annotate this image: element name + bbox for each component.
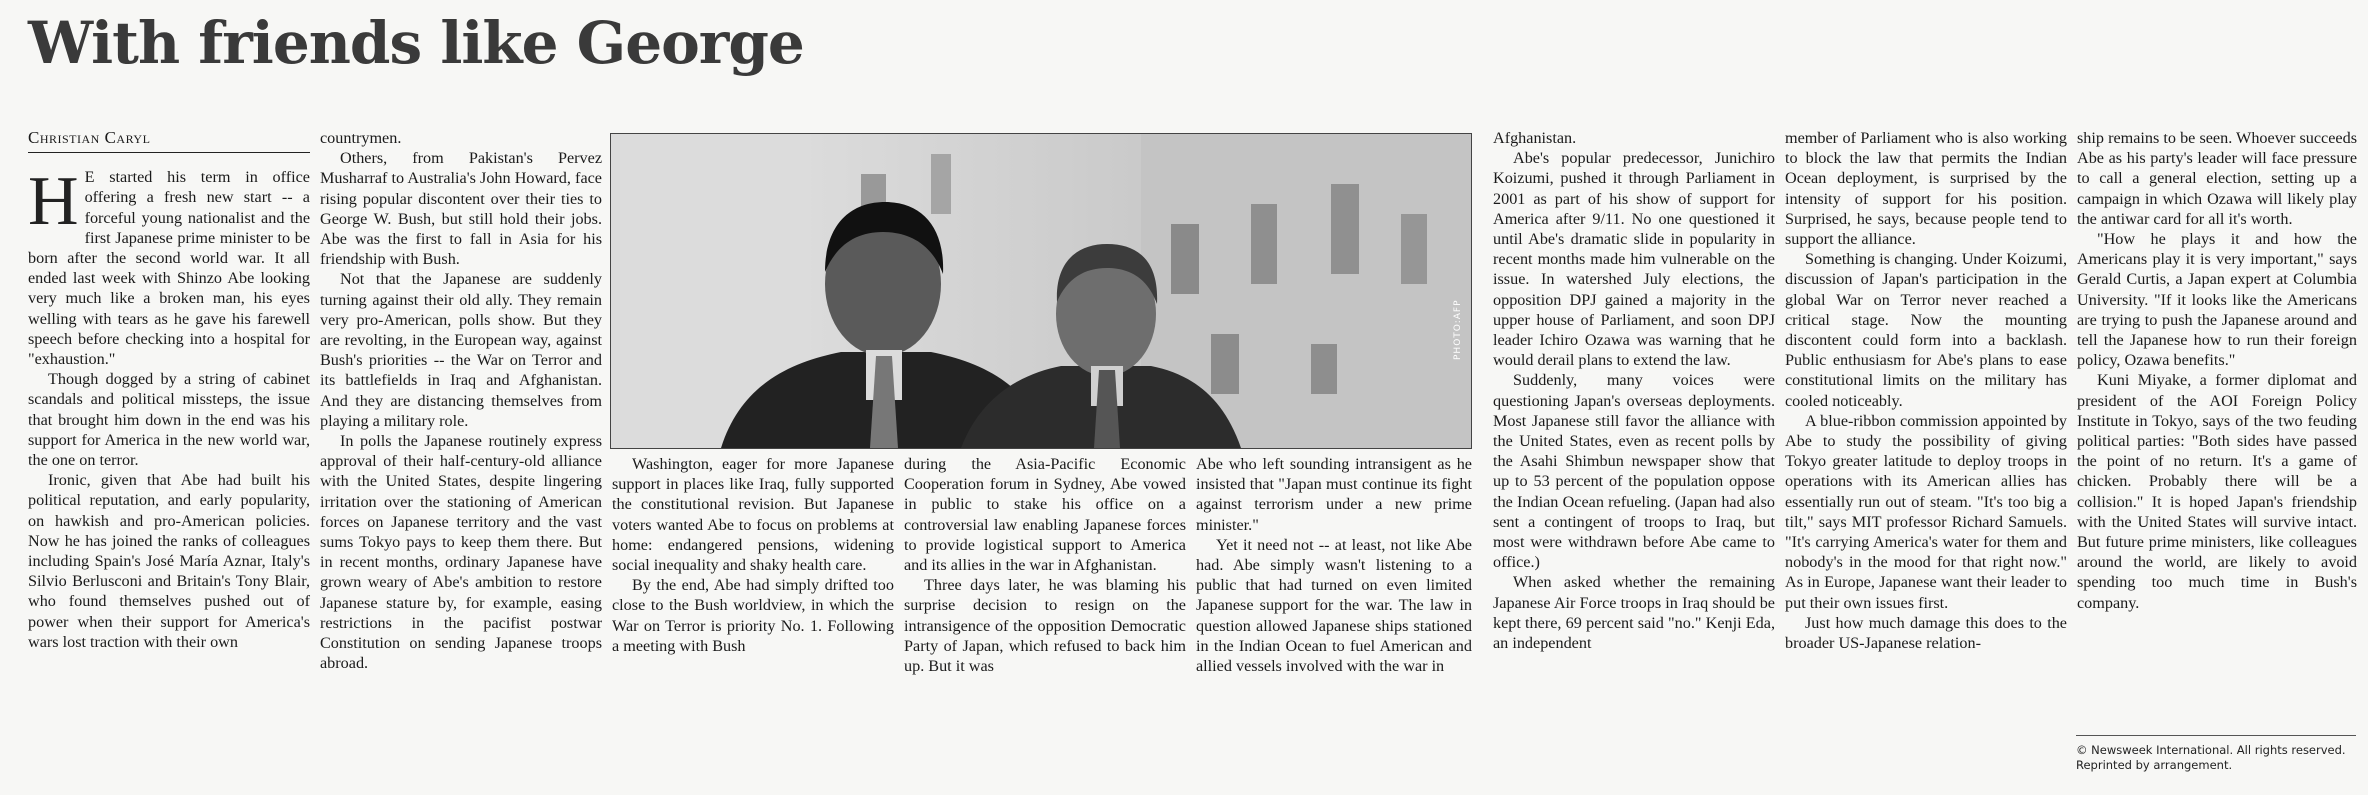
byline: Christian Caryl (28, 128, 310, 153)
column-7 (1785, 128, 2067, 653)
paragraph: Three days later, he was blaming his surprise decision to resign on the intransigence of the opposition Democratic Party of Japan, which refused to back him up. But it was (904, 576, 1186, 676)
column-5 (1196, 454, 1472, 676)
paragraph: countrymen. (320, 129, 402, 147)
column-2 (320, 128, 602, 673)
article-photo (610, 133, 1472, 449)
photo-illustration (611, 134, 1471, 448)
paragraph: Not that the Japanese are suddenly turning against their old ally. They remain very pro-American, polls show. But they are revolting, in the European way, against Bush's priorities -- the War on Terror and its battlefields in Iraq and Afghanistan. And they are distancing themselves from playing a military role. (320, 270, 602, 430)
paragraph: member of Parliament who is also working to block the law that permits the Indian Ocean deployment, is surprised by the intensity of support for his position. Surprised, he says, because people tend to support the alliance. (1785, 129, 2067, 249)
paragraph: Kuni Miyake, a former diplomat and president of the AOI Foreign Policy Institute in Tokyo, says of the two feuding political parties: "Both sides have passed the point of no return. It's a game of chicken. Probably there will be a collision." It is hoped Japan's friendship with the United States will survive intact. But future prime ministers, like colleagues around the world, are likely to avoid spending too much time in Bush's company. (2077, 371, 2357, 612)
paragraph: Something is changing. Under Koizumi, discussion of Japan's participation in the global War on Terror never reached a critical stage. Now the mounting discontent could form into a backlash. Public enthusiasm for Abe's plans to ease constitutional limits on the military has cooled noticeably. (1785, 250, 2067, 410)
column-8 (2077, 128, 2357, 613)
photo-credit: PHOTO:AFP (1453, 299, 1463, 360)
headline: With friends like George (28, 9, 804, 77)
paragraph: Others, from Pakistan's Pervez Musharraf to Australia's John Howard, face rising popular discontent over their ties to George W. Bush, but still hold their jobs. Abe was the first to fall in Asia for his friendship with Bush. (320, 149, 602, 269)
paragraph: Suddenly, many voices were questioning Japan's overseas deployments. Most Japanese still favor the alliance with the United States, even as recent polls by the Asahi Shimbun newspaper show that up to 53 percent of the population oppose the Indian Ocean refueling. (Japan had also sent a contingent of troops to Iraq, but most were withdrawn before Abe came to office.) (1493, 371, 1775, 572)
paragraph: ship remains to be seen. Whoever succeeds Abe as his party's leader will face pressure to call a general election, setting up a campaign in which Ozawa will likely play the antiwar card for all it's worth. (2077, 129, 2357, 228)
paragraph: Though dogged by a string of cabinet scandals and political missteps, the issue that brought him down in the end was his support for America in the new world war, the one on terror. (28, 370, 310, 470)
paragraph: during the Asia-Pacific Economic Cooperation forum in Sydney, Abe vowed in public to stake his office on a controversial law enabling Japanese forces to provide logistical support to America and its allies in the war in Afghanistan. (904, 455, 1186, 575)
column-1 (28, 128, 310, 652)
paragraph: A blue-ribbon commission appointed by Abe to study the possibility of giving Tokyo greater latitude to deploy troops in operations with its American allies has essentially run out of steam. "It's too big a tilt," says MIT professor Richard Samuels. "It's carrying America's water for them and nobody's in the mood for that right now." As in Europe, Japanese want their leader to put their own issues first. (1785, 411, 2067, 612)
paragraph: When asked whether the remaining Japanese Air Force troops in Iraq should be kept there, 69 percent said "no." Kenji Eda, an independent (1493, 573, 1775, 653)
paragraph (28, 163, 310, 369)
paragraph: Just how much damage this does to the broader US-Japanese relation- (1785, 613, 2067, 653)
paragraph: Ironic, given that Abe had built his political reputation, and early popularity, on hawkish and pro-American policies. Now he has joined the ranks of colleagues including Spain's José María Aznar, Italy's Silvio Berlusconi and Britain's Tony Blair, who found themselves pushed out of power when their support for America's wars lost traction with their own (28, 471, 310, 651)
paragraph: Abe's popular predecessor, Junichiro Koizumi, pushed it through Parliament in 2001 as part of his show of support for America after 9/11. No one questioned it until Abe's dramatic slide in popularity in recent months made him vulnerable on the issue. In watershed July elections, the opposition DPJ gained a majority in the upper house of Parliament, and soon DPJ leader Ichiro Ozawa was warning that he would derail plans to extend the law. (1493, 149, 1775, 370)
column-3 (612, 454, 894, 656)
paragraph-text: E started his term in office offering a fresh new start -- a forceful young nationalist and the first Japanese prime minister to be born after the second world war. It all ended last week with Shinzo Abe looking very much like a broken man, his eyes welling with tears as he gave his farewell speech before checking into a hospital for "exhaustion." (28, 168, 310, 369)
divider (2076, 735, 2356, 736)
paragraph: "How he plays it and how the Americans play it is very important," says Gerald Curtis, a Japan expert at Columbia University. "If it looks like the Americans are trying to push the Japanese around and tell the Japanese how to run their foreign policy, Ozawa benefits." (2077, 230, 2357, 370)
drop-cap: H (28, 163, 79, 241)
paragraph: Afghanistan. (1493, 129, 1577, 147)
paragraph: Abe who left sounding intransigent as he insisted that "Japan must continue its fight against terrorism under a new prime minister." (1196, 455, 1472, 534)
paragraph: In polls the Japanese routinely express approval of their half-century-old alliance with the United States, despite lingering irritation over the stationing of American forces on Japanese territory and the vast sums Tokyo pays to keep them there. But in recent months, ordinary Japanese have grown weary of Abe's ambition to restore Japanese stature by, for example, easing restrictions in the pacifist postwar Constitution on sending Japanese troops abroad. (320, 432, 602, 673)
copyright-notice: © Newsweek International. All rights reserved. Reprinted by arrangement. (2076, 743, 2346, 772)
column-4 (904, 454, 1186, 676)
paragraph: By the end, Abe had simply drifted too close to the Bush worldview, in which the War on Terror is priority No. 1. Following a meeting with Bush (612, 576, 894, 655)
column-6 (1493, 128, 1775, 653)
paragraph: Washington, eager for more Japanese support in places like Iraq, fully supported the constitutional revision. But Japanese voters wanted Abe to focus on problems at home: endangered pensions, widening social inequality and shaky health care. (612, 455, 894, 575)
paragraph: Yet it need not -- at least, not like Abe had. Abe simply wasn't listening to a public that had turned on even limited Japanese support for the war. The law in question allowed Japanese ships stationed in the Indian Ocean to fuel American and allied vessels involved with the war in (1196, 535, 1472, 676)
